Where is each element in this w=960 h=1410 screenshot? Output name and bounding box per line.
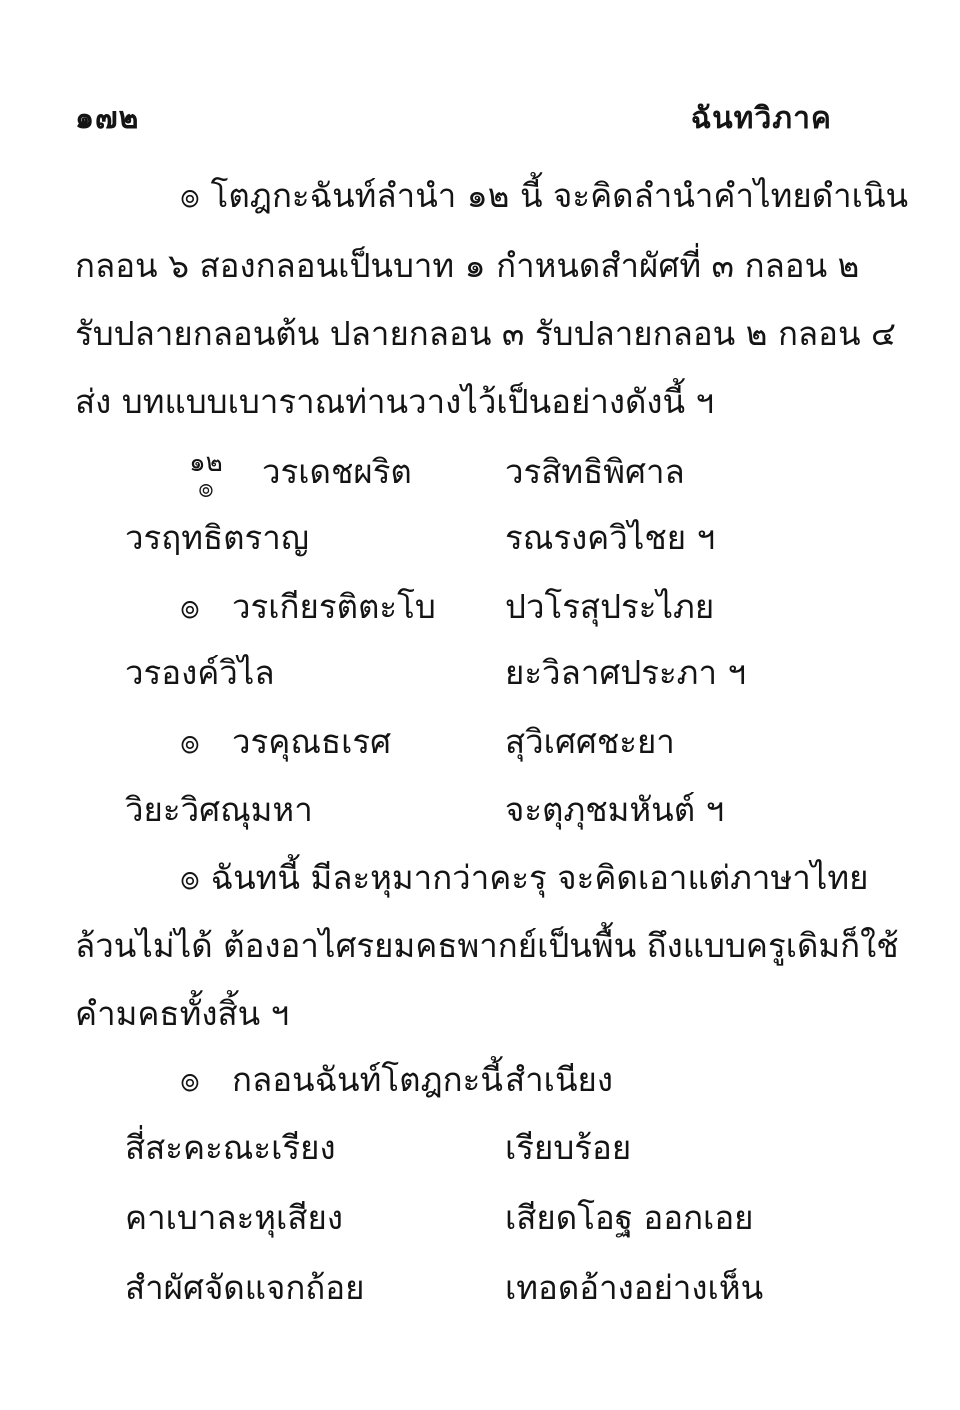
verse-line [0,643,960,703]
verse-marker: ๏ [180,722,201,761]
paragraph-first-line: ๏ โตฎกะฉันท์ลำนำ ๑๒ นี้ จะคิดลำนำคำไทยดำเนิน [180,176,909,215]
poem-intro-right: สำเนียง [505,1060,613,1099]
verse-text: วรเกียรติตะโบ [232,587,436,626]
poem-text: เรียบร้อย [505,1128,632,1167]
verse-text: จะตุภุชมหันต์ ฯ [505,790,725,829]
paragraph-text: กลอน ๖ สองกลอนเป็นบาท ๑ กำหนดสำผัศที่ ๓ กลอน ๒ [75,246,860,285]
paragraph-text: รับปลายกลอนต้น ปลายกลอน ๓ รับปลายกลอน ๒ กลอน ๔ [75,314,896,353]
verse-text: วรฤทธิตราญ [125,518,309,557]
poem-text: คาเบาละหุเสียง [125,1198,343,1237]
paragraph-line [0,916,960,976]
paragraph-line [0,236,960,296]
paragraph-last-line: คำมคธทั้งสิ้น ฯ [75,994,290,1033]
poem-line [0,1188,960,1248]
verse-text: วิยะวิศณุมหา [125,790,313,829]
page-number: ๑๗๒ [75,101,140,136]
verse-text: วรสิทธิพิศาล [505,452,685,491]
paragraph-line [0,848,960,908]
poem-intro-line [0,1050,960,1110]
verse-text: สุวิเศศชะยา [505,722,675,761]
poem-intro: กลอนฉันท์โตฎกะนี้ [232,1060,503,1099]
verse-marker: ๏ [180,587,201,626]
paragraph-line [0,304,960,364]
paragraph-line [0,372,960,432]
poem-line [0,1118,960,1178]
verse-text: รณรงควิไชย ฯ [505,518,716,557]
verse-line [0,508,960,568]
verse-line [0,712,960,772]
paragraph-text: ล้วนไม่ได้ ต้องอาไศรยมคธพากย์เป็นพื้น ถึงแบบครูเดิมก็ใช้ [75,926,899,965]
poem-text: เทอดอ้างอย่างเห็น [505,1268,764,1307]
paragraph-first-line: ๏ ฉันทนี้ มีละหุมากว่าคะรุ จะคิดเอาแต่ภาษาไทย [180,858,869,897]
paragraph-last-line: ส่ง บทแบบเบาราณท่านวางไว้เป็นอย่างดังนี้ ฯ [75,382,715,421]
verse-text: ปวโรสุประไภย [505,587,715,626]
poem-text: สี่สะคะณะเรียง [125,1128,336,1167]
paragraph-line [0,166,960,226]
verse-text: วรองค์วิไล [125,653,275,692]
verse-text: วรคุณธเรศ [232,722,392,761]
verse-line [0,577,960,637]
verse-line [0,442,960,502]
poem-text: สำผัศจัดแจกถ้อย [125,1268,365,1307]
verse-line [0,780,960,840]
poem-line [0,1258,960,1318]
verse-marker: ๏ [180,1060,201,1099]
verse-text: ยะวิลาศประภา ฯ [505,653,746,692]
verse-text: วรเดชผริต [262,452,412,491]
paragraph-line [0,984,960,1044]
verse-marker: ๑๒ ๏ [189,448,223,504]
running-title: ฉันทวิภาค [690,101,832,136]
poem-text: เสียดโอฐ ออกเอย [505,1198,754,1237]
